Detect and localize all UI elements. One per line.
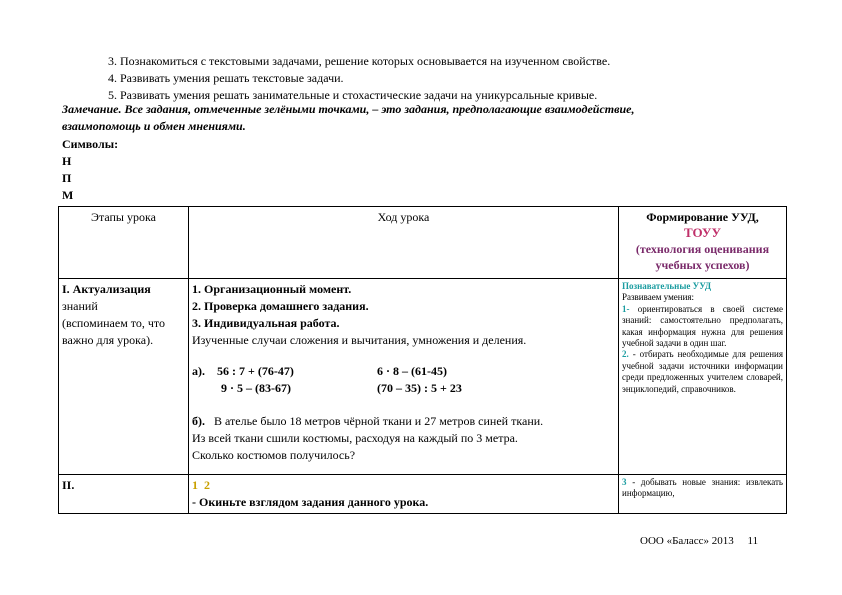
symbol-m: М [62, 188, 74, 202]
header-course: Ход урока [189, 207, 619, 279]
item-individual-work: 3. Индивидуальная работа. [192, 316, 340, 330]
exercise-b-text-3: Сколько костюмов получилось? [192, 448, 356, 462]
green-dot-marker-1: 1 [192, 478, 198, 492]
exercise-a-row-1 [192, 363, 615, 380]
uud-skill-2 [622, 349, 783, 395]
stage-line-2: знаний [62, 299, 98, 313]
stage-cell-2 [59, 475, 189, 514]
uud-skill-2-number: 2. [622, 349, 629, 360]
goal-5: 5. Развивать умения решать занимательные и стохастические задачи на уникурсальные кривые. [108, 88, 598, 102]
exercise-a3: 9 · 5 – (83-67) [221, 381, 291, 395]
glance-tasks-text: - Окиньте взглядом задания данного урока. [192, 495, 429, 509]
exercise-b-label: б). [192, 414, 205, 428]
stage-title-1: I. Актуализация [62, 282, 151, 296]
uud-cell-2 [619, 475, 787, 514]
header-uud-line3: (технология оценивания [635, 242, 770, 256]
stage-cell-1 [59, 279, 189, 475]
green-dot-marker-2: 2 [204, 478, 210, 492]
item-org-moment: 1. Организационный момент. [192, 282, 352, 296]
page-footer [640, 535, 758, 547]
course-cell-2 [189, 475, 619, 514]
item-homework-check: 2. Проверка домашнего задания. [192, 299, 369, 313]
exercise-a4: (70 – 35) : 5 + 23 [377, 381, 462, 395]
exercise-a1: 56 : 7 + (76-47) [217, 364, 294, 378]
stage-line-4: важно для урока). [62, 333, 154, 347]
stage-line-3: (вспоминаем то, что [62, 316, 166, 330]
uud-intro: Развиваем умения: [622, 292, 695, 303]
note-line-1: Замечание. Все задания, отмеченные зелёными точками, – это задания, предполагающие взаимодействие, [62, 102, 635, 116]
page-number: 11 [747, 535, 759, 547]
table-header-row [59, 207, 787, 279]
uud-skill-2-text: - отбирать необходимые для решения учебной задачи источники информации среди предложенных учителем словарей, энциклопедий, справочников. [622, 349, 783, 394]
header-toyu: ТОУУ [684, 225, 721, 240]
symbols-label: Символы: [62, 137, 119, 151]
exercise-a-row-2 [192, 380, 615, 397]
uud-skill-3-text: - добывать новые знания: извлекать информацию, [622, 477, 783, 499]
uud-cell-1 [619, 279, 787, 475]
header-uud [619, 207, 787, 279]
symbol-n: Н [62, 154, 72, 168]
footer-publisher: ООО «Баласс» 2013 [640, 535, 734, 547]
header-uud-line1: Формирование УУД, [646, 210, 759, 224]
table-row-actualization [59, 279, 787, 475]
lesson-table [58, 206, 787, 514]
goal-3: 3. Познакомиться с текстовыми задачами, решение которых основывается на изученном свойстве. [108, 54, 611, 68]
uud-cognitive-title: Познавательные УУД [622, 281, 712, 291]
uud-skill-3 [622, 477, 783, 500]
exercise-b-text-1: В ателье было 18 метров чёрной ткани и 27 метров синей ткани. [214, 414, 544, 428]
symbol-p: П [62, 171, 72, 185]
uud-skill-1-number: 1- [622, 303, 630, 314]
uud-skill-3-number: 3 [622, 477, 627, 487]
exercise-intro: Изученные случаи сложения и вычитания, умножения и деления. [192, 333, 527, 347]
exercise-b-text-2: Из всей ткани сшили костюмы, расходуя на каждый по 3 метра. [192, 431, 518, 445]
exercise-a2: 6 · 8 – (61-45) [377, 364, 447, 378]
note-line-2: взаимопомощь и обмен мнениями. [62, 119, 246, 133]
header-stages: Этапы урока [59, 207, 189, 279]
stage-title-2: II. [62, 478, 75, 492]
uud-skill-1 [622, 304, 783, 350]
goal-4: 4. Развивать умения решать текстовые задачи. [108, 71, 344, 85]
course-cell-1 [189, 279, 619, 475]
uud-skill-1-text: ориентироваться в своей системе знаний: самостоятельно предполагать, какая информация нужна для решения учебной задачи в один шаг. [622, 303, 783, 349]
table-row-2 [59, 475, 787, 514]
exercise-a-label: а). [192, 364, 205, 378]
header-uud-line4: учебных успехов) [655, 258, 750, 272]
